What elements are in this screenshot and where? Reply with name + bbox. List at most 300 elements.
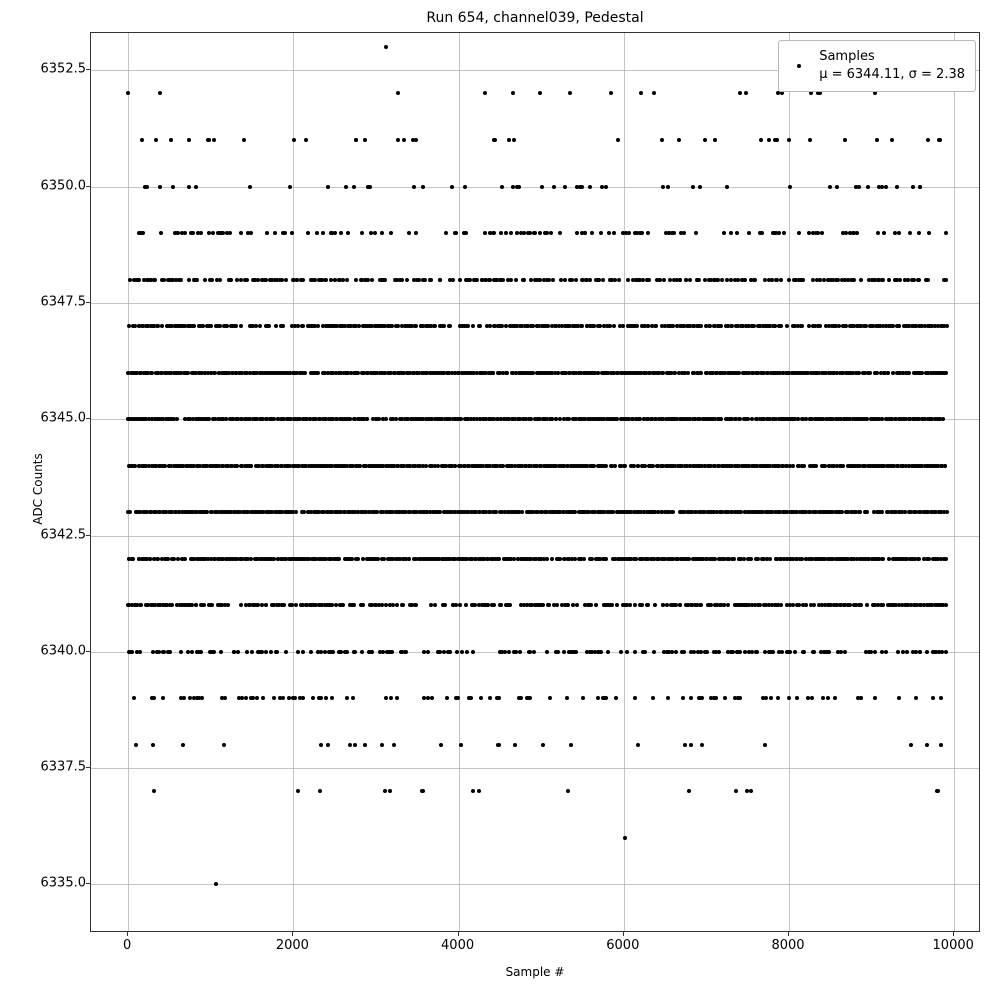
scatter-point [793,650,797,654]
scatter-point [139,603,143,607]
scatter-point [292,138,296,142]
scatter-point [131,557,135,561]
scatter-point [569,743,573,747]
scatter-point [212,650,216,654]
scatter-point [158,185,162,189]
scatter-point [689,696,693,700]
scatter-point [662,278,666,282]
scatter-point [563,278,567,282]
scatter-point [759,138,763,142]
scatter-point [429,278,433,282]
y-tick-label: 6337.5 [40,759,86,775]
scatter-point [941,417,945,421]
scatter-point [422,650,426,654]
scatter-point [691,185,695,189]
scatter-point [203,278,207,282]
scatter-point [273,231,277,235]
scatter-point [604,557,608,561]
scatter-point [175,417,179,421]
scatter-point [330,696,334,700]
scatter-point [939,743,943,747]
scatter-point [260,603,264,607]
scatter-point-icon [797,64,801,68]
scatter-point [873,696,877,700]
scatter-point [439,743,443,747]
scatter-point [538,91,542,95]
scatter-point [909,743,913,747]
scatter-point [827,650,831,654]
scatter-point [504,231,508,235]
scatter-point [568,91,572,95]
scatter-point [275,650,279,654]
scatter-point [337,557,341,561]
scatter-point [236,650,240,654]
x-tick-label: 6000 [606,938,640,953]
y-tick-label: 6335.0 [40,875,86,891]
scatter-point [218,278,222,282]
scatter-point [352,603,356,607]
scatter-point [661,185,665,189]
scatter-point [749,789,753,793]
scatter-point [183,557,187,561]
plot-area [90,32,980,932]
scatter-point [633,603,637,607]
scatter-point [626,278,630,282]
scatter-point [274,324,278,328]
scatter-point [154,138,158,142]
scatter-point [507,650,511,654]
scatter-point [944,371,948,375]
scatter-point [414,324,418,328]
scatter-point [426,650,430,654]
scatter-point [281,324,285,328]
scatter-point [421,185,425,189]
scatter-point [497,743,501,747]
scatter-point [159,231,163,235]
scatter-point [491,371,495,375]
scatter-point [219,650,223,654]
scatter-point [405,278,409,282]
scatter-point [812,603,816,607]
scatter-point [509,278,513,282]
scatter-point [898,278,902,282]
scatter-point [242,138,246,142]
scatter-point [209,324,213,328]
scatter-point [211,231,215,235]
scatter-point [545,650,549,654]
scatter-point [471,324,475,328]
scatter-point [615,603,619,607]
scatter-point [627,231,631,235]
scatter-point [918,185,922,189]
scatter-point [653,603,657,607]
scatter-point [897,696,901,700]
scatter-point [169,138,173,142]
scatter-point [152,696,156,700]
scatter-point [407,557,411,561]
scatter-point [402,138,406,142]
scatter-point [563,185,567,189]
scatter-point [234,324,238,328]
scatter-point [606,650,610,654]
scatter-point [887,278,891,282]
scatter-point [288,185,292,189]
scatter-point [776,696,780,700]
y-tick-label: 6340.0 [40,643,86,659]
scatter-point [714,696,718,700]
x-axis-label: Sample # [505,965,565,979]
scatter-point [810,696,814,700]
scatter-point [316,324,320,328]
scatter-point [882,231,886,235]
scatter-point [559,278,563,282]
scatter-point [787,278,791,282]
scatter-point [738,91,742,95]
scatter-point [463,185,467,189]
scatter-point [788,185,792,189]
scatter-point [780,91,784,95]
scatter-point [700,696,704,700]
scatter-point [743,278,747,282]
scatter-point [239,231,243,235]
scatter-point [868,371,872,375]
scatter-point [897,324,901,328]
scatter-point [589,603,593,607]
scatter-point [326,743,330,747]
scatter-point [884,650,888,654]
scatter-point [267,324,271,328]
scatter-point [505,371,509,375]
scatter-point [744,91,748,95]
scatter-point [726,603,730,607]
scatter-point [938,138,942,142]
scatter-point [199,231,203,235]
scatter-point [442,650,446,654]
scatter-point [926,278,930,282]
scatter-point [492,231,496,235]
scatter-point [619,650,623,654]
scatter-point [643,650,647,654]
scatter-point [558,231,562,235]
scatter-point [939,696,943,700]
scatter-point [779,603,783,607]
scatter-point [769,696,773,700]
scatter-points-layer [91,33,979,931]
scatter-point [522,278,526,282]
scatter-point [652,91,656,95]
scatter-point [433,603,437,607]
scatter-point [719,324,723,328]
scatter-point [725,185,729,189]
scatter-point [547,603,551,607]
scatter-point [414,603,418,607]
scatter-point [303,371,307,375]
scatter-point [833,696,837,700]
scatter-point [812,650,816,654]
scatter-point [187,185,191,189]
scatter-point [689,743,693,747]
scatter-point [623,464,627,468]
scatter-point [509,231,513,235]
scatter-point [666,185,670,189]
scatter-point [945,324,949,328]
scatter-point [182,696,186,700]
scatter-point [944,603,948,607]
scatter-point [678,278,682,282]
scatter-point [787,696,791,700]
scatter-point [821,696,825,700]
scatter-point [207,138,211,142]
scatter-point [512,557,516,561]
scatter-point [281,696,285,700]
scatter-point [859,603,863,607]
scatter-point [890,138,894,142]
scatter-point [802,464,806,468]
scatter-point [315,231,319,235]
scatter-point [580,324,584,328]
scatter-point [699,603,703,607]
scatter-point [360,650,364,654]
scatter-point [804,603,808,607]
scatter-point [719,417,723,421]
scatter-point [604,464,608,468]
scatter-point [588,185,592,189]
scatter-point [442,324,446,328]
scatter-point [326,185,330,189]
scatter-point [873,91,877,95]
scatter-point [513,743,517,747]
scatter-point [497,696,501,700]
scatter-point [943,464,947,468]
scatter-point [875,138,879,142]
scatter-point [258,324,262,328]
scatter-point [625,650,629,654]
scatter-point [646,603,650,607]
scatter-point [444,231,448,235]
scatter-point [284,650,288,654]
scatter-point [488,696,492,700]
scatter-point [905,650,909,654]
scatter-point [768,557,772,561]
scatter-point [283,231,287,235]
scatter-point [512,138,516,142]
scatter-point [223,696,227,700]
scatter-point [324,278,328,282]
scatter-point [725,278,729,282]
scatter-point [633,650,637,654]
x-tick-mark [788,932,789,936]
scatter-point [891,371,895,375]
scatter-point [451,278,455,282]
scatter-point [316,371,320,375]
scatter-point [318,789,322,793]
scatter-point [466,324,470,328]
scatter-point [705,650,709,654]
scatter-point [818,324,822,328]
scatter-point [190,650,194,654]
scatter-point [873,650,877,654]
scatter-point [590,231,594,235]
legend [778,40,976,92]
scatter-point [296,650,300,654]
scatter-point [944,278,948,282]
scatter-point [884,185,888,189]
scatter-point [264,650,268,654]
scatter-point [443,603,447,607]
legend-text [819,48,965,83]
scatter-point [582,557,586,561]
scatter-point [713,138,717,142]
scatter-point [738,696,742,700]
scatter-point [787,138,791,142]
scatter-point [802,650,806,654]
scatter-point [518,650,522,654]
scatter-point [604,696,608,700]
scatter-point [551,278,555,282]
scatter-point [562,650,566,654]
scatter-point [414,138,418,142]
scatter-point [646,231,650,235]
scatter-point [514,278,518,282]
y-tick-label: 6347.5 [40,294,86,310]
scatter-point [565,696,569,700]
scatter-point [497,557,501,561]
scatter-point [414,231,418,235]
scatter-point [865,510,869,514]
scatter-point [248,185,252,189]
scatter-point [574,650,578,654]
scatter-point [652,650,656,654]
scatter-point [363,138,367,142]
scatter-point [287,696,291,700]
scatter-point [575,231,579,235]
scatter-point [688,278,692,282]
scatter-point [881,603,885,607]
scatter-point [202,603,206,607]
scatter-point [373,231,377,235]
scatter-point [594,603,598,607]
scatter-point [599,650,603,654]
scatter-point [945,510,949,514]
scatter-point [460,650,464,654]
scatter-point [160,324,164,328]
scatter-point [130,650,134,654]
scatter-point [917,557,921,561]
scatter-point [346,231,350,235]
scatter-point [187,138,191,142]
scatter-point [736,278,740,282]
scatter-point [334,603,338,607]
x-tick-mark [623,932,624,936]
scatter-point [550,557,554,561]
scatter-point [469,696,473,700]
scatter-point [914,650,918,654]
scatter-point [601,278,605,282]
scatter-point [348,743,352,747]
scatter-point [400,278,404,282]
scatter-point [370,278,374,282]
legend-label-line1: Samples [819,49,875,64]
scatter-point [519,696,523,700]
scatter-point [672,231,676,235]
scatter-point [195,278,199,282]
scatter-point [600,185,604,189]
scatter-point [811,278,815,282]
scatter-point [848,603,852,607]
scatter-point [194,185,198,189]
scatter-point [717,650,721,654]
scatter-point [609,91,613,95]
scatter-point [541,603,545,607]
scatter-point [389,231,393,235]
scatter-point [265,231,269,235]
scatter-point [517,185,521,189]
scatter-point [354,138,358,142]
scatter-point [471,789,475,793]
scatter-point [651,696,655,700]
scatter-point [674,650,678,654]
x-tick-label: 2000 [275,938,309,953]
scatter-point [455,650,459,654]
scatter-point [779,278,783,282]
scatter-point [575,603,579,607]
scatter-point [395,696,399,700]
scatter-point [800,324,804,328]
scatter-point [304,138,308,142]
y-tick-label: 6345.0 [40,410,86,426]
scatter-point [925,743,929,747]
scatter-point [321,231,325,235]
scatter-point [345,278,349,282]
scatter-point [200,696,204,700]
scatter-point [666,696,670,700]
scatter-point [852,278,856,282]
scatter-point [734,789,738,793]
scatter-point [607,231,611,235]
scatter-point [363,743,367,747]
scatter-point [755,650,759,654]
scatter-point [401,603,405,607]
scatter-point [282,603,286,607]
scatter-point [621,324,625,328]
scatter-point [809,91,813,95]
scatter-point [925,650,929,654]
scatter-point [880,650,884,654]
scatter-point [311,696,315,700]
scatter-point [499,603,503,607]
scatter-point [319,696,323,700]
scatter-point [151,743,155,747]
scatter-point [333,231,337,235]
scatter-point [808,138,812,142]
scatter-point [255,696,259,700]
scatter-point [876,231,880,235]
scatter-point [771,650,775,654]
scatter-point [126,91,130,95]
scatter-point [801,278,805,282]
scatter-point [555,603,559,607]
scatter-point [907,371,911,375]
scatter-point [396,138,400,142]
scatter-point [623,836,627,840]
scatter-point [678,603,682,607]
scatter-point [785,324,789,328]
scatter-point [210,278,214,282]
scatter-point [881,278,885,282]
scatter-point [384,45,388,49]
scatter-point [137,278,141,282]
scatter-point [612,324,616,328]
